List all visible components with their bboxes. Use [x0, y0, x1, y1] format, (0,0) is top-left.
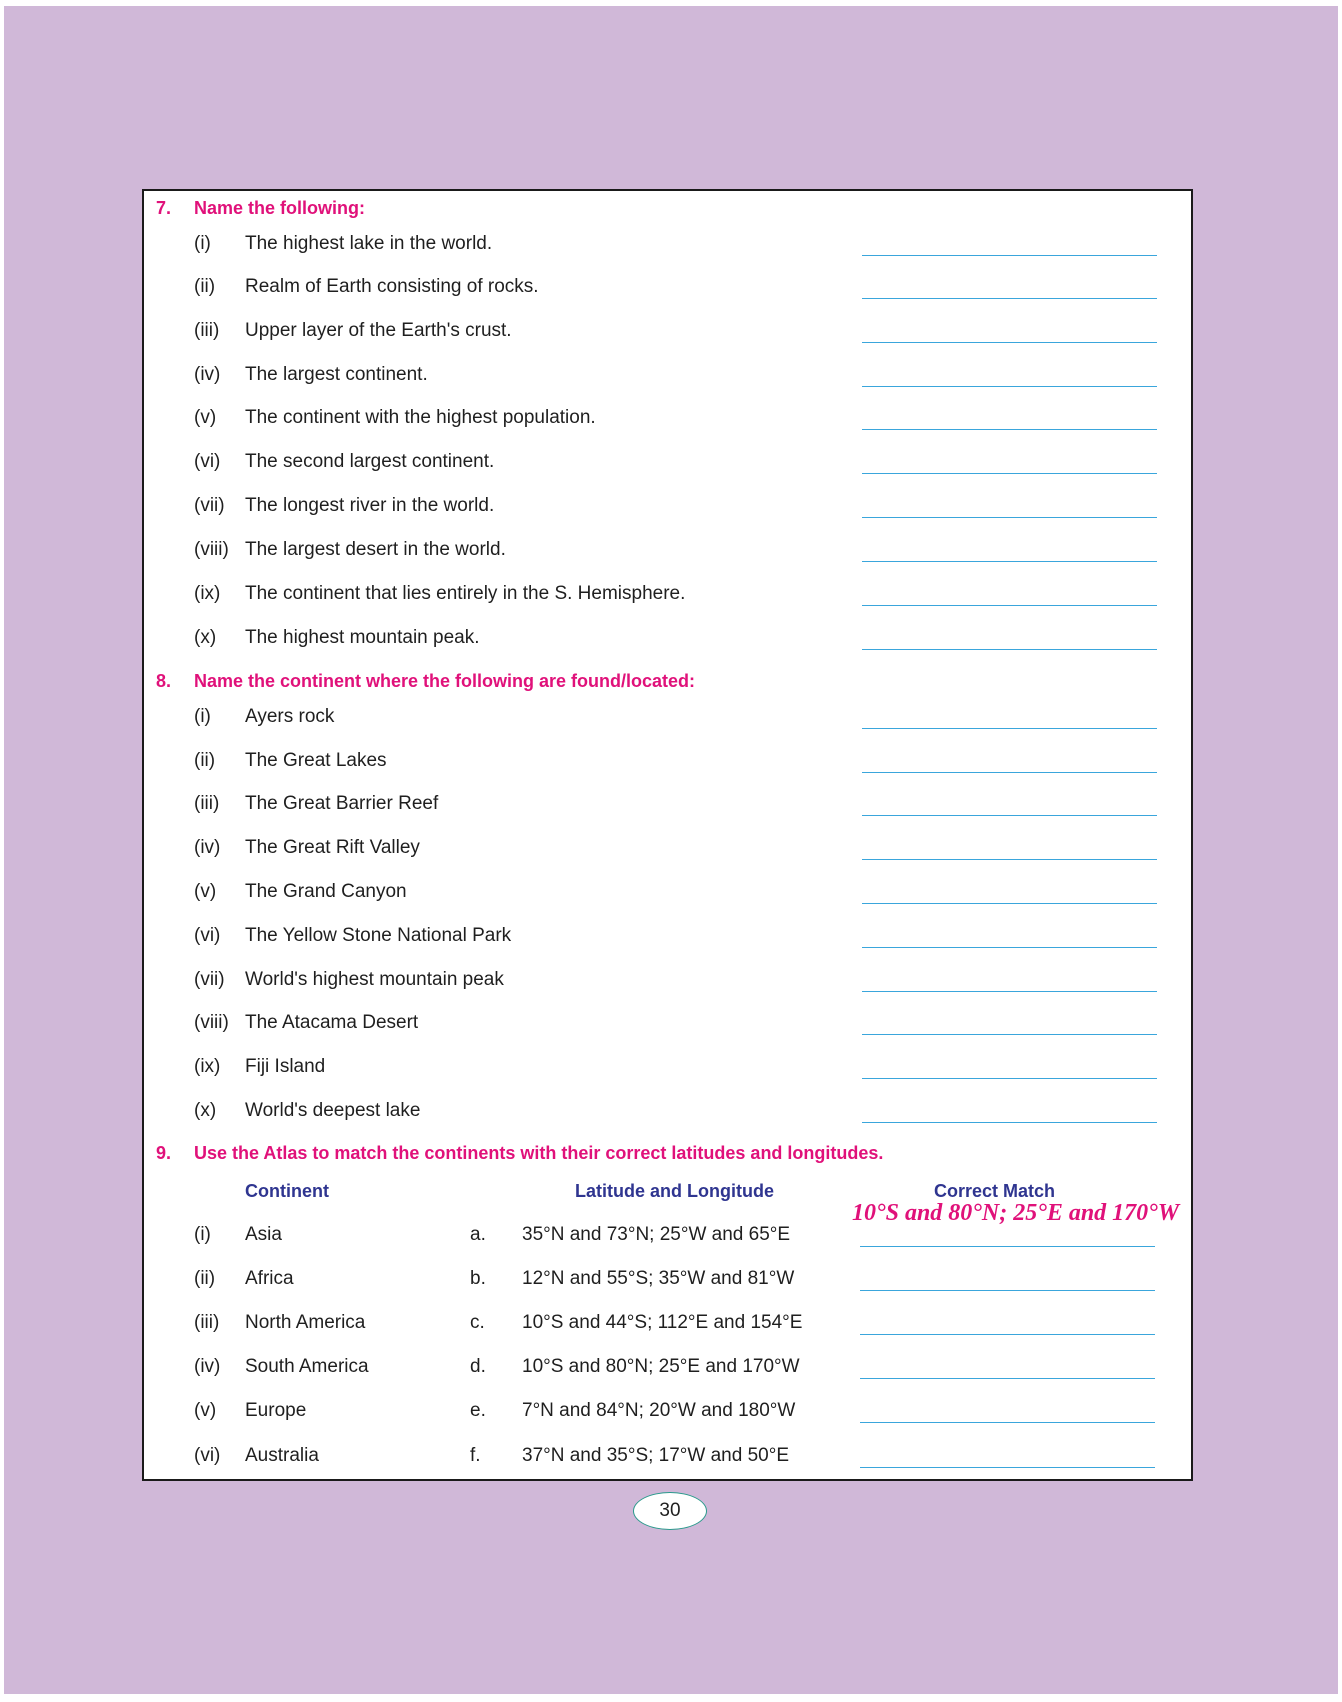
item-text: The highest mountain peak.	[245, 627, 480, 648]
item-number: (x)	[194, 627, 217, 648]
answer-line[interactable]	[862, 517, 1157, 518]
question-number: 8.	[156, 671, 172, 691]
item-text: Fiji Island	[245, 1056, 326, 1077]
option-letter: e.	[470, 1400, 486, 1421]
question-title: Use the Atlas to match the continents with their correct latitudes and longitudes.	[194, 1143, 884, 1163]
item-text: The largest desert in the world.	[245, 539, 506, 560]
item-number: (v)	[194, 881, 217, 902]
answer-line[interactable]	[862, 649, 1157, 650]
item-text: The Great Lakes	[245, 750, 387, 771]
column-header-continent: Continent	[245, 1181, 329, 1201]
column-header-correct-match: Correct Match	[934, 1181, 1056, 1201]
item-number: (vi)	[194, 451, 221, 472]
question-number: 7.	[156, 198, 172, 218]
option-letter: d.	[470, 1356, 486, 1377]
item-text: World's deepest lake	[245, 1100, 421, 1121]
item-number: (iv)	[194, 837, 221, 858]
option-letter: c.	[470, 1312, 485, 1333]
continent-name: North America	[245, 1312, 366, 1333]
item-number: (vii)	[194, 969, 225, 990]
continent-name: Europe	[245, 1400, 307, 1421]
lat-long-value: 7°N and 84°N; 20°W and 180°W	[522, 1400, 796, 1421]
answer-line[interactable]	[862, 473, 1157, 474]
item-number: (viii)	[194, 539, 229, 560]
q8-item	[144, 837, 1195, 861]
item-number: (vii)	[194, 495, 225, 516]
item-number: (i)	[194, 706, 211, 727]
answer-line[interactable]	[860, 1467, 1155, 1468]
q8-item	[144, 793, 1195, 817]
item-number: (ii)	[194, 276, 216, 297]
answer-line[interactable]	[862, 772, 1157, 773]
row-number: (i)	[194, 1224, 211, 1245]
answer-line[interactable]	[862, 605, 1157, 606]
lat-long-value: 10°S and 44°S; 112°E and 154°E	[522, 1312, 803, 1333]
q8-item	[144, 1100, 1195, 1124]
item-text: The longest river in the world.	[245, 495, 495, 516]
item-text: The Great Rift Valley	[245, 837, 420, 858]
item-number: (v)	[194, 407, 217, 428]
q7-item	[144, 320, 1195, 344]
item-number: (ix)	[194, 583, 221, 604]
answer-line[interactable]	[860, 1246, 1155, 1247]
answer-line[interactable]	[860, 1334, 1155, 1335]
continent-name: South America	[245, 1356, 369, 1377]
item-text: Realm of Earth consisting of rocks.	[245, 276, 539, 297]
item-text: Upper layer of the Earth's crust.	[245, 320, 512, 341]
lat-long-value: 10°S and 80°N; 25°E and 170°W	[522, 1356, 800, 1377]
row-number: (iii)	[194, 1312, 220, 1333]
q8-item	[144, 750, 1195, 774]
answer-line[interactable]	[860, 1290, 1155, 1291]
row-number: (vi)	[194, 1445, 221, 1466]
match-row	[144, 1312, 1195, 1336]
match-row	[144, 1268, 1195, 1292]
row-number: (iv)	[194, 1356, 221, 1377]
item-text: The second largest continent.	[245, 451, 495, 472]
item-text: Ayers rock	[245, 706, 335, 727]
worksheet-panel	[142, 189, 1193, 1481]
item-number: (i)	[194, 233, 211, 254]
item-number: (x)	[194, 1100, 217, 1121]
answer-line[interactable]	[862, 903, 1157, 904]
answer-line[interactable]	[862, 429, 1157, 430]
lat-long-value: 12°N and 55°S; 35°W and 81°W	[522, 1268, 795, 1289]
q8-item	[144, 969, 1195, 993]
answer-line[interactable]	[862, 561, 1157, 562]
row-number: (v)	[194, 1400, 217, 1421]
answer-line[interactable]	[862, 728, 1157, 729]
q7-item	[144, 276, 1195, 300]
answer-line[interactable]	[862, 298, 1157, 299]
option-letter: b.	[470, 1268, 486, 1289]
q7-item	[144, 364, 1195, 388]
q8-item	[144, 881, 1195, 905]
handwritten-answer: 10°S and 80°N; 25°E and 170°W	[852, 1200, 1180, 1226]
row-number: (ii)	[194, 1268, 216, 1289]
answer-line[interactable]	[862, 991, 1157, 992]
lat-long-value: 37°N and 35°S; 17°W and 50°E	[522, 1445, 790, 1466]
item-text: The Grand Canyon	[245, 881, 407, 902]
match-row	[144, 1445, 1195, 1469]
question-title: Name the continent where the following are found/located:	[194, 671, 696, 691]
answer-line[interactable]	[862, 255, 1157, 256]
match-row	[144, 1224, 1195, 1248]
item-number: (ii)	[194, 750, 216, 771]
lat-long-value: 35°N and 73°N; 25°W and 65°E	[522, 1224, 791, 1245]
item-number: (iii)	[194, 793, 220, 814]
q7-item	[144, 583, 1195, 607]
q7-item	[144, 539, 1195, 563]
item-text: The largest continent.	[245, 364, 428, 385]
item-text: The Atacama Desert	[245, 1012, 419, 1033]
page-number: 30	[633, 1492, 707, 1530]
q8-item	[144, 1056, 1195, 1080]
answer-line[interactable]	[862, 859, 1157, 860]
option-letter: a.	[470, 1224, 486, 1245]
item-text: The continent that lies entirely in the S. Hemisphere.	[245, 583, 686, 604]
item-number: (vi)	[194, 925, 221, 946]
question-title: Name the following:	[194, 198, 365, 218]
item-number: (ix)	[194, 1056, 221, 1077]
continent-name: Asia	[245, 1224, 282, 1245]
q8-item	[144, 1012, 1195, 1036]
item-number: (iv)	[194, 364, 221, 385]
question-number: 9.	[156, 1143, 172, 1163]
item-text: The continent with the highest population.	[245, 407, 596, 428]
q7-item	[144, 627, 1195, 651]
item-text: The Yellow Stone National Park	[245, 925, 512, 946]
q7-item	[144, 495, 1195, 519]
q8-item	[144, 706, 1195, 730]
answer-line[interactable]	[862, 947, 1157, 948]
item-text: The highest lake in the world.	[245, 233, 493, 254]
item-number: (iii)	[194, 320, 220, 341]
item-number: (viii)	[194, 1012, 229, 1033]
continent-name: Australia	[245, 1445, 319, 1466]
answer-line[interactable]	[860, 1422, 1155, 1423]
option-letter: f.	[470, 1445, 481, 1466]
continent-name: Africa	[245, 1268, 294, 1289]
answer-line[interactable]	[862, 1122, 1157, 1123]
answer-line[interactable]	[862, 342, 1157, 343]
q7-item	[144, 233, 1195, 257]
column-header-latlong: Latitude and Longitude	[575, 1181, 774, 1201]
match-row	[144, 1356, 1195, 1380]
match-row	[144, 1400, 1195, 1424]
answer-line[interactable]	[860, 1378, 1155, 1379]
q8-item	[144, 925, 1195, 949]
answer-line[interactable]	[862, 1078, 1157, 1079]
q7-item	[144, 451, 1195, 475]
answer-line[interactable]	[862, 1034, 1157, 1035]
item-text: The Great Barrier Reef	[245, 793, 439, 814]
item-text: World's highest mountain peak	[245, 969, 504, 990]
answer-line[interactable]	[862, 815, 1157, 816]
q7-item	[144, 407, 1195, 431]
answer-line[interactable]	[862, 386, 1157, 387]
